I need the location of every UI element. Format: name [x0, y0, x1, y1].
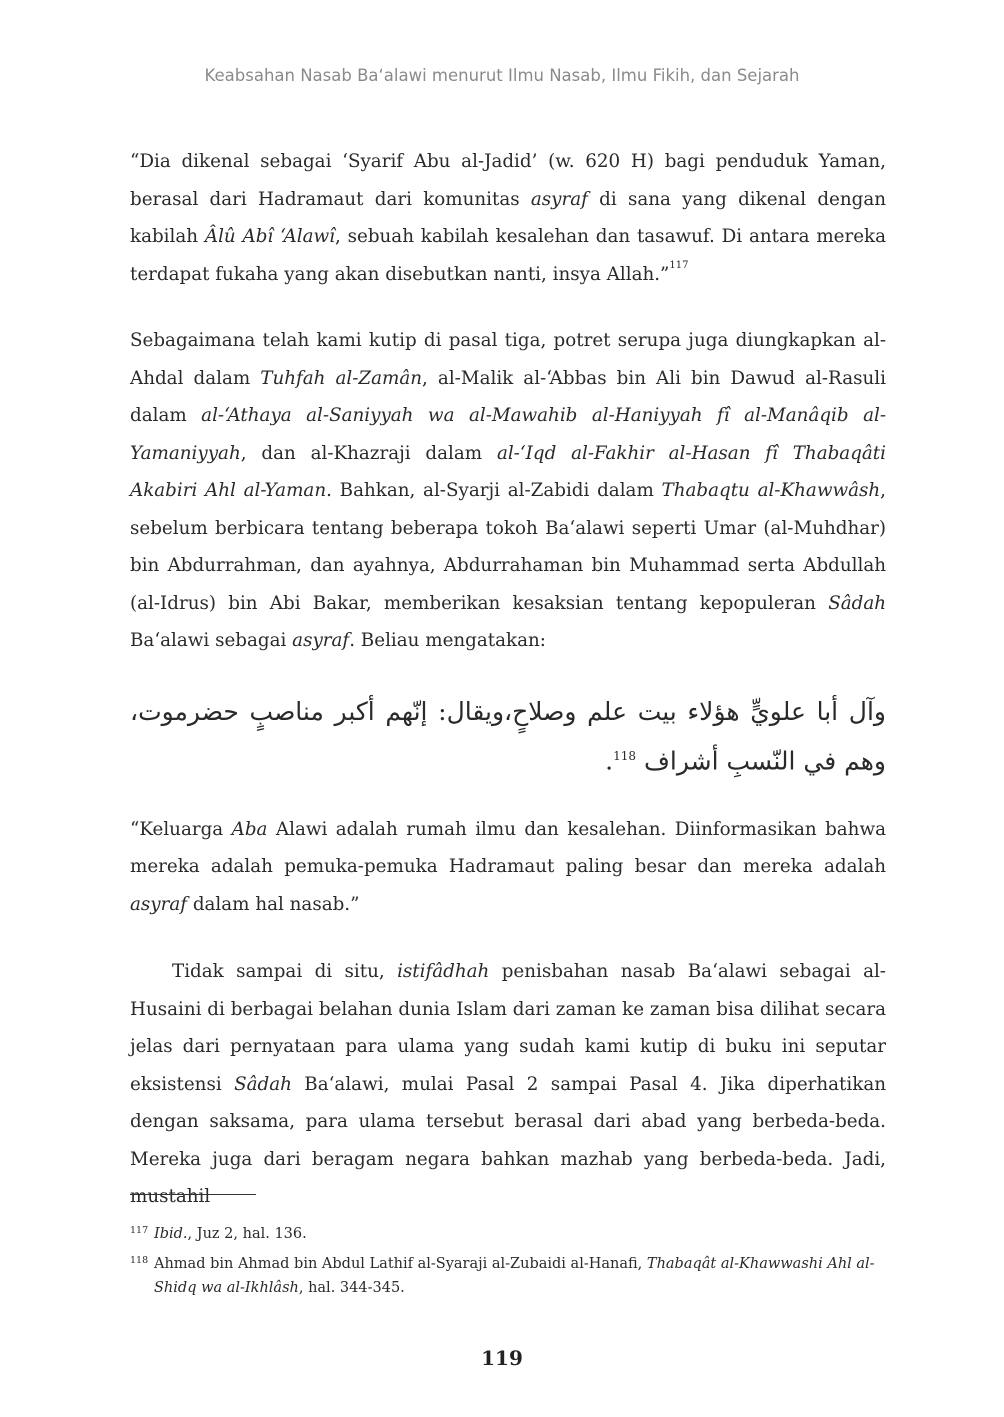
italic-text: al-‘Iqd al-Fakhir al-Hasan fî Thabaqâti Akabiri Ahl al-Yaman	[130, 442, 886, 501]
italic-text: al-‘Athaya al-Saniyyah wa al-Mawahib al-Haniyyah fî al-Manâqib al-Yamaniyyah	[130, 405, 886, 464]
body-paragraph	[130, 953, 886, 1216]
italic-text: Ahl al-Shidq wa al-Ikhlâsh	[154, 1256, 875, 1296]
body-paragraph	[130, 322, 886, 660]
italic-text: Ibid.	[154, 1226, 188, 1242]
italic-text: asyraf	[530, 188, 588, 210]
text-run: . Bahkan, al-Syarji al-Zabidi dalam	[326, 480, 662, 501]
italic-text: Thabaqât al-Khawwashi	[646, 1256, 823, 1272]
text-run: . Beliau mengatakan:	[349, 630, 546, 651]
text-run: , hal. 344-345.	[298, 1280, 405, 1296]
footnote-ref: 118	[613, 748, 637, 763]
footnote-divider	[130, 1194, 256, 1195]
footnote	[130, 1222, 886, 1246]
page-number: 119	[481, 1346, 523, 1370]
text-run: , sebuah kabilah kesalehan dan tasawuf. Di antara mereka terdapat fukaha yang akan disebutkan nanti, insya Allah.”	[130, 226, 887, 285]
italic-text: Tuhfah al-Zamân	[260, 367, 423, 389]
italic-text: istifâdhah	[397, 961, 490, 983]
body-text	[130, 143, 886, 1216]
italic-text: asyraf	[292, 630, 350, 651]
quote-paragraph	[130, 143, 886, 293]
arabic-text: وآل أبا علويٍّ هؤلاء بيت علم وصلاحٍ،ويقال: إنّهم أكبر مناصبٍ حضرموت، وهم في النّسبِ أشراف	[130, 696, 886, 775]
text-run: Tidak sampai di situ,	[172, 961, 398, 983]
footnote-number: 118	[130, 1255, 149, 1266]
arabic-quote	[130, 690, 886, 783]
footnote-text	[154, 1252, 886, 1300]
text-run: di sana yang dikenal dengan kabilah	[130, 188, 886, 247]
text-run: Alawi adalah rumah ilmu dan kesalehan. Diinformasikan bahwa mereka adalah pemuka-pemuka Hadramaut paling besar dan mereka adalah	[130, 818, 886, 878]
italic-text: Âlû Abî ‘Alawî	[204, 226, 335, 247]
text-run: dalam hal nasab.”	[187, 893, 360, 915]
footnote	[130, 1252, 886, 1300]
footnote-number: 117	[130, 1225, 149, 1236]
text-run: Ba‘alawi sebagai	[130, 630, 293, 651]
running-header: Keabsahan Nasab Ba‘alawi menurut Ilmu Nasab, Ilmu Fikih, dan Sejarah	[204, 66, 800, 85]
text-run: penisbahan nasab Ba‘alawi sebagai al-Husaini di berbagai belahan dunia Islam dari zaman ke zaman bisa dilihat secara jelas dari pernyataan para ulama yang sudah kami kutip di buku ini seputar eksistensi	[130, 961, 886, 1095]
italic-text: Aba	[231, 818, 268, 840]
footnote-text	[154, 1222, 886, 1246]
italic-text: asyraf	[130, 893, 188, 915]
text-run: , dan al-Khazraji dalam	[240, 442, 497, 464]
arabic-end: .	[605, 745, 614, 775]
italic-text: Thabaqtu al-Khawwâsh	[661, 480, 881, 501]
text-run: Ba‘alawi, mulai Pasal 2 sampai Pasal 4. Jika diperhatikan dengan saksama, para ulama tersebut berasal dari abad yang berbeda-beda. Mereka juga dari beragam negara bahkan mazhab yang berbeda-beda. Jadi, mustahil	[130, 1073, 886, 1208]
text-run: , sebelum berbicara tentang beberapa tokoh Ba‘alawi seperti Umar (al-Muhdhar) bin Abdurrahman, dan ayahnya, Abdurrahaman bin Muhammad serta Abdullah (al-Idrus) bin Abi Bakar, memberikan kesaksian tentang kepopuleran	[130, 480, 886, 614]
text-run: , al-Malik al-‘Abbas bin Ali bin Dawud al-Rasuli dalam	[130, 367, 886, 426]
text-run: “Keluarga	[130, 818, 232, 840]
text-run: , Juz 2, hal. 136.	[187, 1226, 307, 1242]
text-run: Ahmad bin Ahmad bin Abdul Lathif al-Syaraji al-Zubaidi al-Hanafi,	[154, 1256, 647, 1272]
text-run: Sebagaimana telah kami kutip di pasal tiga, potret serupa juga diungkapkan al-Ahdal dalam	[130, 330, 886, 389]
translation-paragraph	[130, 811, 886, 924]
footnote-ref: 117	[669, 259, 689, 271]
italic-text: Sâdah	[828, 592, 886, 614]
text-run: “Dia dikenal sebagai ‘Syarif Abu al-Jadid’ (w. 620 H) bagi penduduk Yaman, berasal dari Hadramaut dari komunitas	[130, 151, 886, 210]
italic-text: Sâdah	[234, 1073, 292, 1095]
